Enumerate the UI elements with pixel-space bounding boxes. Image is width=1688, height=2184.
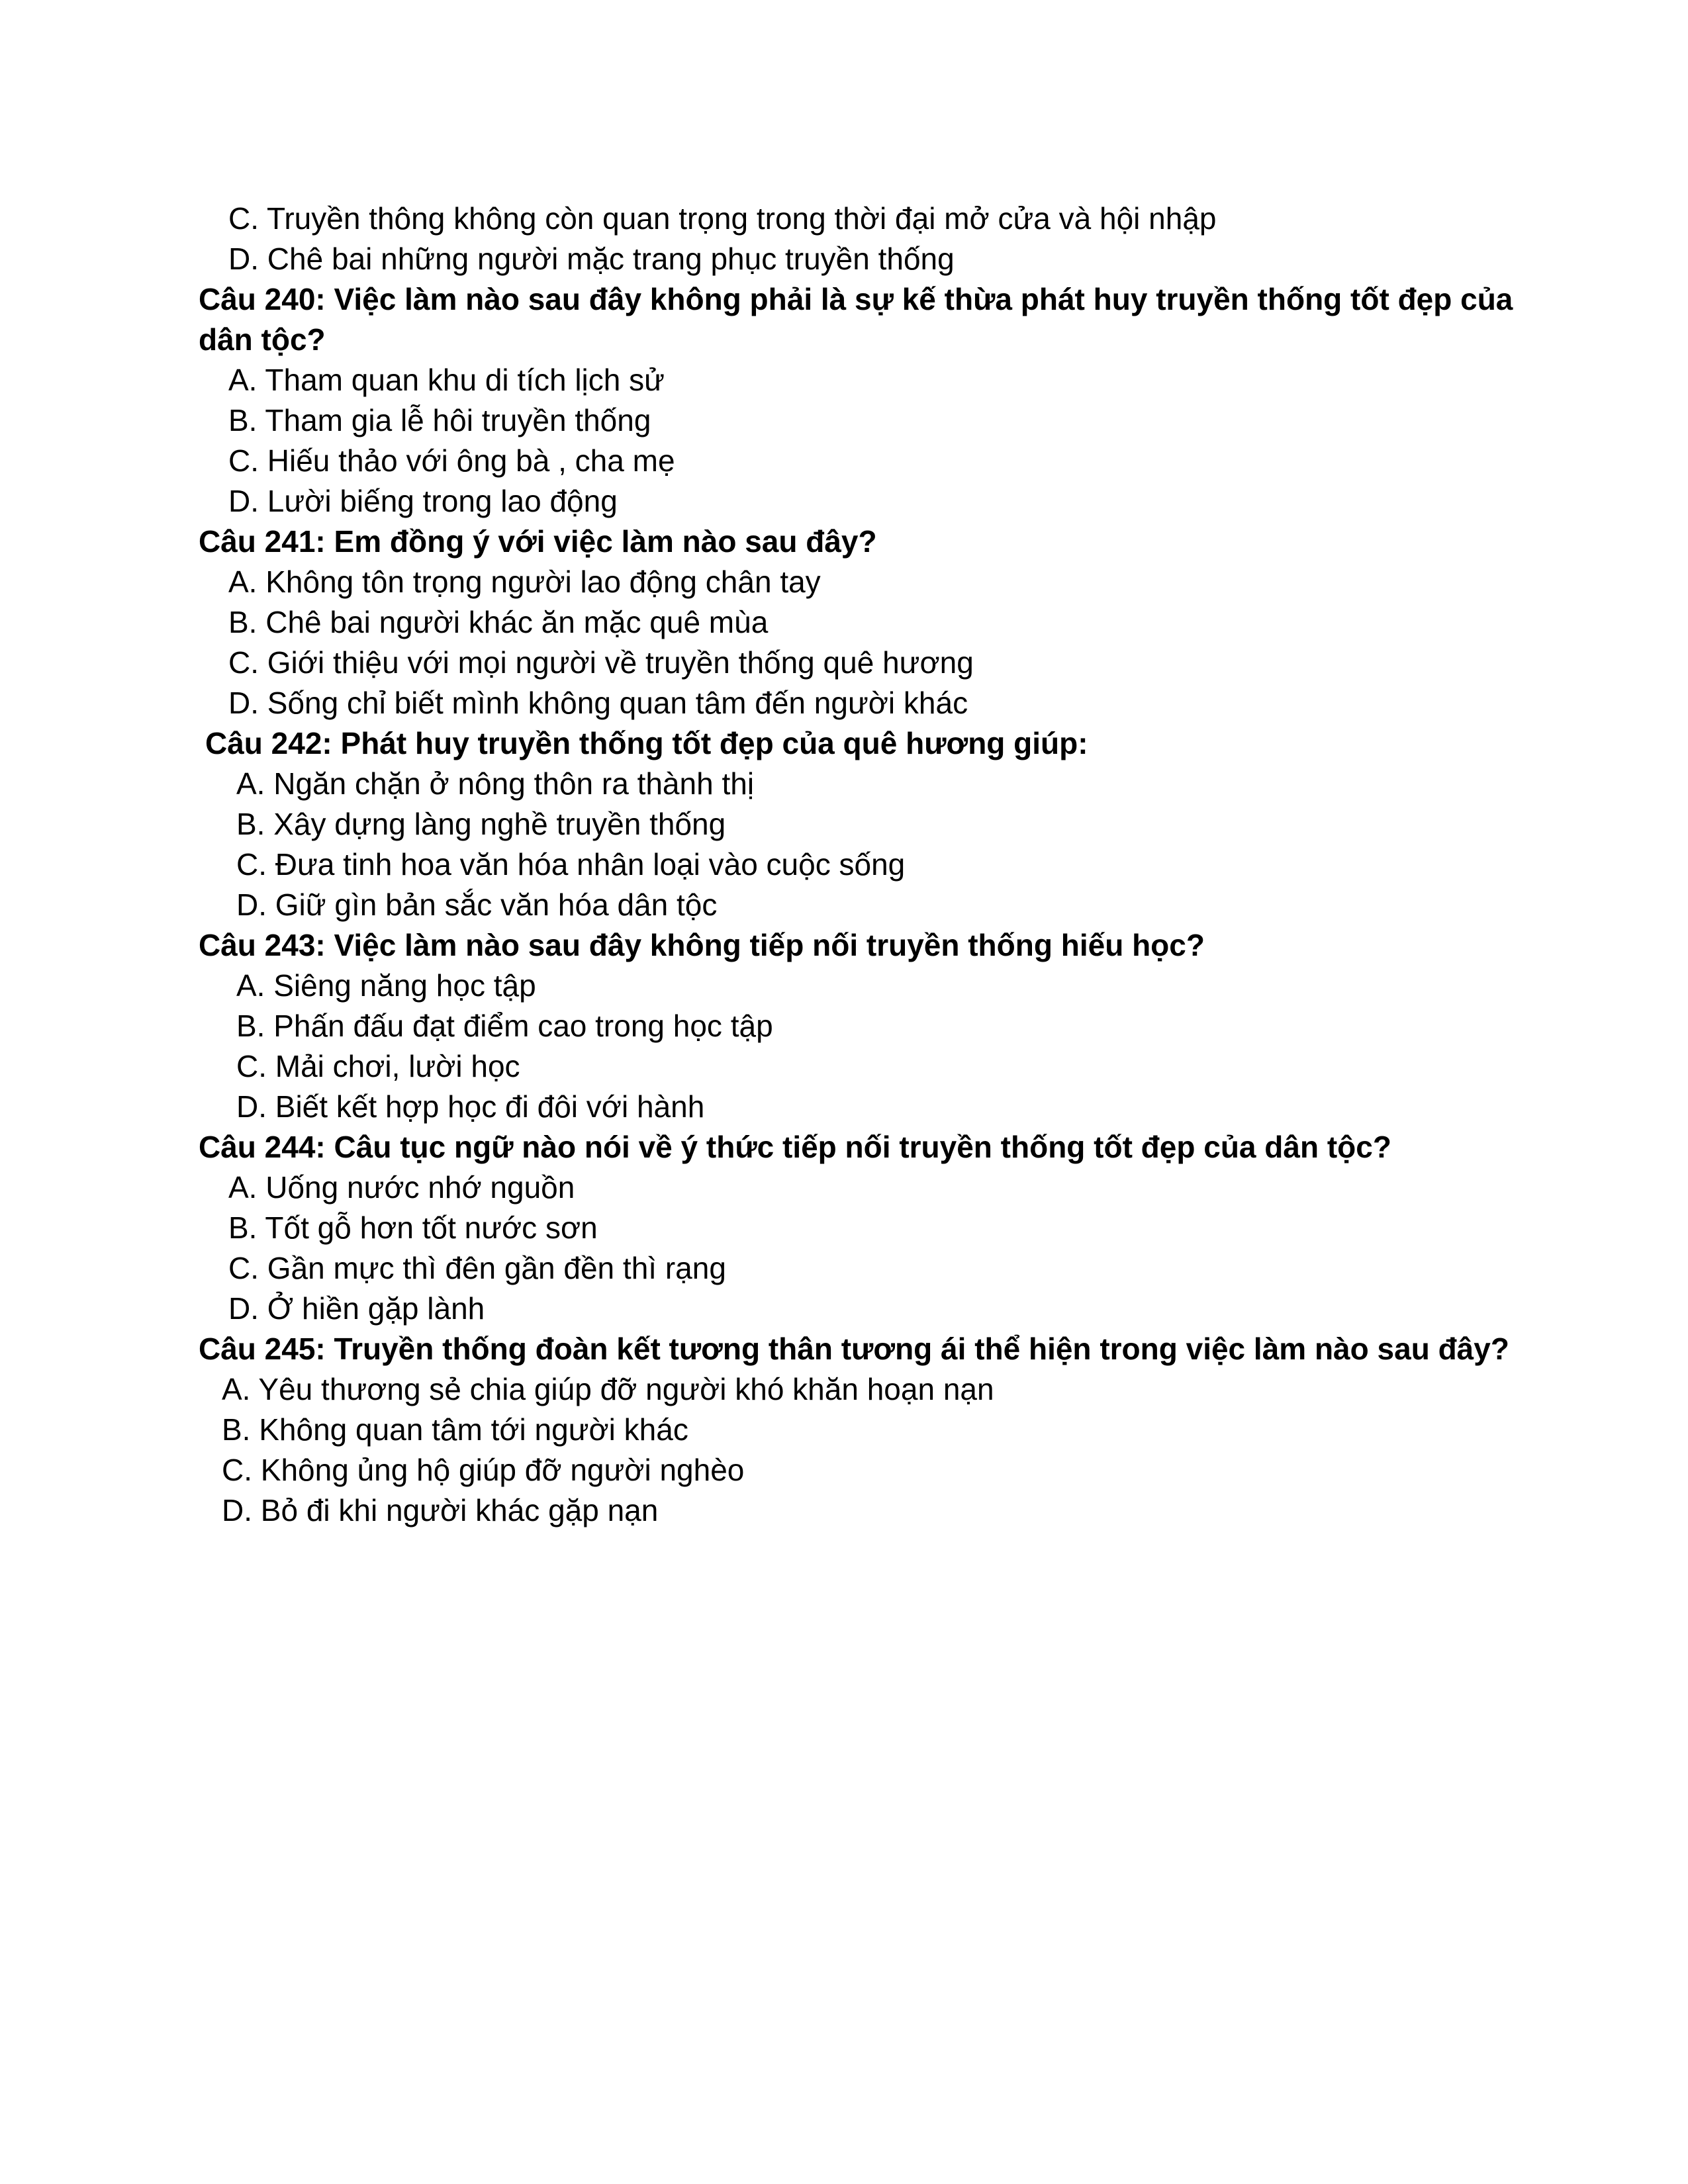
question-242-option-a: A. Ngăn chặn ở nông thôn ra thành thị [236,766,755,801]
question-244-title: Câu 244: Câu tục ngữ nào nói về ý thức tiếp nối truyền thống tốt đẹp của dân tộc? [199,1130,1391,1164]
question-241-option-b: B. Chê bai người khác ăn mặc quê mùa [228,605,769,639]
question-242-option-c: C. Đưa tinh hoa văn hóa nhân loại vào cuộc sống [236,847,906,882]
question-241-title: Câu 241: Em đồng ý với việc làm nào sau đây? [199,524,877,559]
question-242-option-d: D. Giữ gìn bản sắc văn hóa dân tộc [236,887,718,922]
question-243-option-b: B. Phấn đấu đạt điểm cao trong học tập [236,1009,773,1043]
question-240-option-b: B. Tham gia lễ hôi truyền thống [228,403,651,437]
question-243-option-c: C. Mải chơi, lười học [236,1049,520,1083]
question-240-option-a: A. Tham quan khu di tích lịch sử [228,363,665,397]
question-241-option-a: A. Không tôn trọng người lao động chân tay [228,565,821,599]
question-242-option-b: B. Xây dựng làng nghề truyền thống [236,807,726,841]
question-245-option-c: C. Không ủng hộ giúp đỡ người nghèo [222,1453,745,1487]
question-245-option-a: A. Yêu thương sẻ chia giúp đỡ người khó khăn hoạn nạn [222,1372,994,1406]
question-240-option-d: D. Lười biếng trong lao động [228,484,618,518]
question-245-option-b: B. Không quan tâm tới người khác [222,1412,688,1447]
question-241-option-d: D. Sống chỉ biết mình không quan tâm đến người khác [228,686,968,720]
lead-option-d: D. Chê bai những người mặc trang phục truyền thống [228,242,955,276]
lead-option-c: C. Truyền thông không còn quan trọng trong thời đại mở cửa và hội nhập [228,201,1217,236]
question-243-option-d: D. Biết kết hợp học đi đôi với hành [236,1089,705,1124]
question-244-option-d: D. Ở hiền gặp lành [228,1291,485,1326]
question-243-option-a: A. Siêng năng học tập [236,968,536,1003]
question-244-option-a: A. Uống nước nhớ nguồn [228,1170,575,1205]
question-244-option-c: C. Gần mực thì đên gần đền thì rạng [228,1251,726,1285]
question-240-title-cont: dân tộc? [199,322,326,357]
question-244-option-b: B. Tốt gỗ hơn tốt nước sơn [228,1210,598,1245]
question-241-option-c: C. Giới thiệu với mọi người về truyền thống quê hương [228,645,974,680]
question-240-title: Câu 240: Việc làm nào sau đây không phải là sự kế thừa phát huy truyền thống tốt đẹp của [199,282,1513,316]
question-242-title: Câu 242: Phát huy truyền thống tốt đẹp của quê hương giúp: [205,726,1088,760]
question-243-title: Câu 243: Việc làm nào sau đây không tiếp nối truyền thống hiếu học? [199,928,1205,962]
question-245-title: Câu 245: Truyền thống đoàn kết tương thân tương ái thể hiện trong việc làm nào sau đây? [199,1332,1509,1366]
question-240-option-c: C. Hiếu thảo với ông bà , cha mẹ [228,443,675,478]
question-245-option-d: D. Bỏ đi khi người khác gặp nạn [222,1493,659,1527]
